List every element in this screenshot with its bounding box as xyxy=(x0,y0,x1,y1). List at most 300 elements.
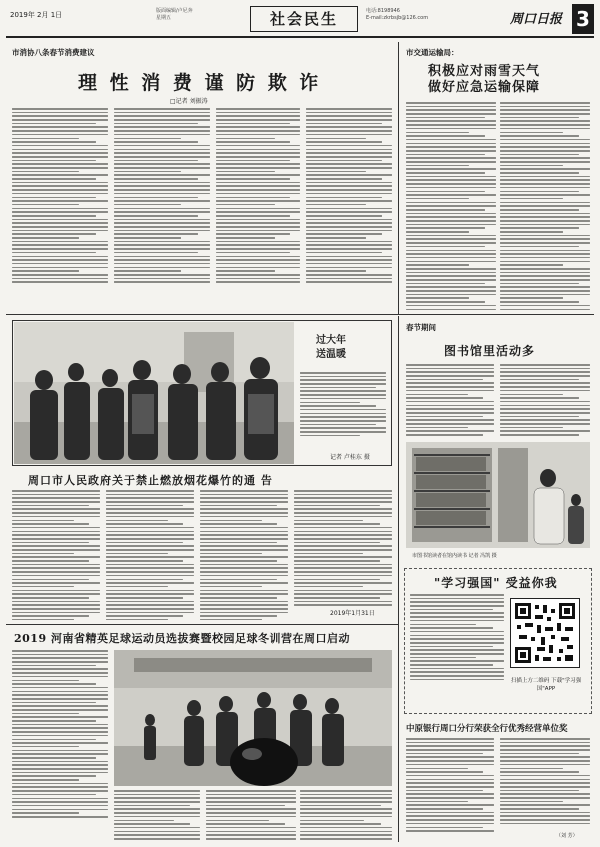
text-line xyxy=(216,274,300,276)
text-line xyxy=(406,231,469,233)
bank-col1 xyxy=(406,738,494,838)
text-line xyxy=(114,248,210,250)
text-line xyxy=(12,571,100,573)
text-line xyxy=(114,204,181,206)
text-line xyxy=(306,141,382,143)
text-line xyxy=(216,160,290,162)
text-line xyxy=(200,579,277,581)
text-line xyxy=(306,171,366,173)
text-line xyxy=(406,143,496,145)
text-line xyxy=(114,259,210,261)
text-line xyxy=(12,222,108,224)
text-line xyxy=(500,120,590,122)
text-line xyxy=(200,593,288,595)
text-line xyxy=(200,582,288,584)
article1-col2 xyxy=(114,108,210,290)
text-line xyxy=(406,109,496,111)
contact-info xyxy=(366,8,428,22)
text-line xyxy=(500,793,590,795)
text-line xyxy=(294,538,392,540)
text-line xyxy=(294,604,392,606)
text-line xyxy=(12,145,108,147)
text-line xyxy=(114,112,210,114)
text-line xyxy=(206,838,296,840)
text-line xyxy=(406,749,494,751)
text-line xyxy=(410,657,476,659)
text-line xyxy=(106,505,183,507)
text-line xyxy=(500,808,579,810)
text-line xyxy=(216,178,290,180)
text-line xyxy=(200,527,288,529)
text-line xyxy=(114,182,210,184)
text-line xyxy=(106,545,194,547)
article2-kicker: 市交通运输局： xyxy=(406,48,459,57)
text-line xyxy=(12,149,108,151)
text-line xyxy=(406,305,496,307)
text-line xyxy=(306,226,392,228)
text-line xyxy=(12,527,100,529)
text-line xyxy=(216,108,300,110)
article2-headline-line1: 积极应对雨雪天气 xyxy=(428,64,541,79)
text-line xyxy=(406,120,496,122)
text-line xyxy=(216,123,290,125)
text-line xyxy=(12,668,108,670)
notice-date: 2019年1月31日 xyxy=(330,610,375,617)
text-line xyxy=(500,764,590,766)
text-line xyxy=(500,187,590,189)
text-line xyxy=(306,219,392,221)
text-line xyxy=(106,608,194,610)
text-line xyxy=(406,412,494,414)
text-line xyxy=(12,204,79,206)
text-line xyxy=(12,597,89,599)
text-line xyxy=(500,165,563,167)
text-line xyxy=(500,753,579,755)
text-line xyxy=(410,598,504,600)
text-line xyxy=(216,252,290,254)
text-line xyxy=(406,797,494,799)
text-line xyxy=(294,490,392,492)
text-line xyxy=(406,808,483,810)
text-line xyxy=(306,204,366,206)
text-line xyxy=(406,150,496,152)
text-line xyxy=(106,527,194,529)
text-line xyxy=(12,219,108,221)
text-line xyxy=(406,257,496,259)
text-line xyxy=(306,193,392,195)
text-line xyxy=(216,193,300,195)
text-line xyxy=(500,782,590,784)
text-line xyxy=(114,812,200,814)
text-line xyxy=(406,397,483,399)
text-line xyxy=(12,497,100,499)
text-line xyxy=(300,405,376,407)
text-line xyxy=(300,413,386,415)
text-line xyxy=(12,757,96,759)
text-line xyxy=(500,797,590,799)
text-line xyxy=(114,197,198,199)
text-line xyxy=(500,257,590,259)
text-line xyxy=(306,156,392,158)
article2-col2 xyxy=(500,102,590,312)
text-line xyxy=(500,198,563,200)
text-line xyxy=(410,671,504,673)
text-line xyxy=(500,771,579,773)
text-line xyxy=(300,838,392,840)
text-line xyxy=(306,115,392,117)
photo1-caption-line2: 送温暖 xyxy=(316,349,346,360)
notice-col2 xyxy=(106,490,194,620)
text-line xyxy=(306,119,392,121)
text-line xyxy=(500,815,590,817)
text-line xyxy=(12,534,100,536)
photo1-caption-line1: 过大年 xyxy=(316,335,346,346)
text-line xyxy=(306,252,382,254)
text-line xyxy=(12,108,108,110)
text-line xyxy=(106,612,194,614)
text-line xyxy=(406,235,496,237)
text-line xyxy=(500,168,590,170)
text-line xyxy=(12,654,108,656)
text-line xyxy=(500,423,590,425)
text-line xyxy=(12,746,79,748)
bank-credit: （刘 芳） xyxy=(556,833,578,839)
text-line xyxy=(300,805,381,807)
text-line xyxy=(294,501,392,503)
text-line xyxy=(306,259,392,261)
text-line xyxy=(306,123,382,125)
text-line xyxy=(106,619,168,620)
text-line xyxy=(114,233,198,235)
text-line xyxy=(200,575,288,577)
text-line xyxy=(294,516,392,518)
text-line xyxy=(206,808,296,810)
xuexi-desc xyxy=(410,594,504,706)
text-line xyxy=(12,698,108,700)
text-line xyxy=(200,553,262,555)
text-line xyxy=(114,171,181,173)
text-line xyxy=(12,230,108,232)
text-line xyxy=(12,542,89,544)
text-line xyxy=(306,112,392,114)
text-line xyxy=(406,804,494,806)
text-line xyxy=(500,386,590,388)
text-line xyxy=(206,823,285,825)
text-line xyxy=(200,538,288,540)
text-line xyxy=(12,174,108,176)
text-line xyxy=(216,215,290,217)
text-line xyxy=(114,185,210,187)
text-line xyxy=(216,130,300,132)
text-line xyxy=(216,241,300,243)
text-line xyxy=(106,512,194,514)
text-line xyxy=(106,560,183,562)
text-line xyxy=(500,390,590,392)
text-line xyxy=(300,808,392,810)
text-line xyxy=(12,586,74,588)
text-line xyxy=(294,593,392,595)
text-line xyxy=(206,790,296,792)
text-line xyxy=(306,189,392,191)
text-line xyxy=(406,416,483,418)
photo1-desc xyxy=(300,372,386,442)
text-line xyxy=(406,102,496,104)
text-line xyxy=(500,154,579,156)
text-line xyxy=(500,379,579,381)
text-line xyxy=(500,775,590,777)
text-line xyxy=(200,516,288,518)
text-line xyxy=(500,202,590,204)
text-line xyxy=(216,134,300,136)
text-line xyxy=(306,248,392,250)
text-line xyxy=(294,534,392,536)
text-line xyxy=(12,263,108,265)
text-line xyxy=(306,182,392,184)
text-line xyxy=(406,268,496,270)
text-line xyxy=(12,816,108,818)
article2-headline-line2: 做好应急运输保障 xyxy=(428,80,541,95)
text-line xyxy=(500,143,590,145)
text-line xyxy=(216,281,300,283)
text-line xyxy=(500,261,590,263)
text-line xyxy=(294,527,392,529)
text-line xyxy=(406,275,496,277)
text-line xyxy=(500,419,590,421)
text-line xyxy=(406,183,496,185)
text-line xyxy=(12,141,96,143)
text-line xyxy=(294,549,392,551)
text-line xyxy=(500,819,590,821)
text-line xyxy=(12,244,108,246)
text-line xyxy=(114,834,200,836)
text-line xyxy=(106,501,194,503)
text-line xyxy=(114,808,200,810)
text-line xyxy=(206,827,296,829)
text-line xyxy=(12,805,108,807)
text-line xyxy=(12,727,108,729)
text-line xyxy=(12,716,108,718)
text-line xyxy=(294,590,392,592)
text-line xyxy=(500,434,579,436)
text-line xyxy=(114,263,210,265)
text-line xyxy=(114,167,210,169)
text-line xyxy=(106,556,194,558)
text-line xyxy=(12,270,79,272)
text-line xyxy=(106,593,194,595)
qr-code-icon[interactable] xyxy=(510,598,580,668)
spring-col2 xyxy=(500,364,590,440)
text-line xyxy=(106,497,194,499)
text-line xyxy=(12,538,100,540)
text-line xyxy=(200,556,288,558)
text-line xyxy=(406,279,496,281)
text-line xyxy=(114,281,210,283)
text-line xyxy=(12,160,96,162)
text-line xyxy=(216,112,300,114)
text-line xyxy=(12,211,108,213)
text-line xyxy=(12,545,100,547)
section-title: 社会民生 xyxy=(250,6,358,32)
text-line xyxy=(106,586,168,588)
text-line xyxy=(500,227,579,229)
text-line xyxy=(106,601,194,603)
text-line xyxy=(106,516,194,518)
text-line xyxy=(216,149,300,151)
text-line xyxy=(500,135,579,137)
text-line xyxy=(12,687,108,689)
text-line xyxy=(114,126,210,128)
text-line xyxy=(12,112,108,114)
text-line xyxy=(294,497,392,499)
text-line xyxy=(216,197,290,199)
text-line xyxy=(12,739,96,741)
text-line xyxy=(200,505,277,507)
text-line xyxy=(306,149,392,151)
text-line xyxy=(500,117,579,119)
text-line xyxy=(406,830,494,832)
text-line xyxy=(500,305,590,307)
text-line xyxy=(200,531,288,533)
text-line xyxy=(500,183,590,185)
text-line xyxy=(300,394,386,396)
text-line xyxy=(216,126,300,128)
text-line xyxy=(106,553,168,555)
bank-col2 xyxy=(500,738,590,830)
text-line xyxy=(300,387,376,389)
text-line xyxy=(216,211,300,213)
text-line xyxy=(406,819,494,821)
editor-info xyxy=(156,8,193,22)
text-line xyxy=(500,250,590,252)
text-line xyxy=(406,191,485,193)
text-line xyxy=(12,193,108,195)
text-line xyxy=(406,161,496,163)
text-line xyxy=(114,211,210,213)
text-line xyxy=(12,612,100,614)
text-line xyxy=(500,745,590,747)
text-line xyxy=(406,179,496,181)
text-line xyxy=(406,430,494,432)
text-line xyxy=(406,827,483,829)
text-line xyxy=(406,154,485,156)
text-line xyxy=(12,772,108,774)
text-line xyxy=(306,200,392,202)
text-line xyxy=(406,246,485,248)
text-line xyxy=(406,375,494,377)
text-line xyxy=(406,753,483,755)
text-line xyxy=(114,189,210,191)
text-line xyxy=(200,545,288,547)
text-line xyxy=(12,156,108,158)
text-line xyxy=(114,200,210,202)
text-line xyxy=(294,512,392,514)
text-line xyxy=(12,200,108,202)
text-line xyxy=(12,735,108,737)
text-line xyxy=(216,156,300,158)
text-line xyxy=(406,419,494,421)
text-line xyxy=(106,567,194,569)
text-line xyxy=(12,152,108,154)
text-line xyxy=(406,756,494,758)
text-line xyxy=(12,779,79,781)
text-line xyxy=(500,786,590,788)
text-line xyxy=(406,224,496,226)
text-line xyxy=(500,176,590,178)
text-line xyxy=(500,235,590,237)
text-line xyxy=(500,394,563,396)
text-line xyxy=(406,768,468,770)
text-line xyxy=(12,233,96,235)
text-line xyxy=(500,238,590,240)
text-line xyxy=(500,139,590,141)
text-line xyxy=(500,224,590,226)
text-line xyxy=(12,123,96,125)
text-line xyxy=(114,827,200,829)
text-line xyxy=(306,222,392,224)
text-line xyxy=(294,545,392,547)
text-line xyxy=(294,601,392,603)
text-line xyxy=(200,586,262,588)
text-line xyxy=(294,520,363,522)
text-line xyxy=(12,274,108,276)
text-line xyxy=(206,820,269,822)
text-line xyxy=(300,801,392,803)
text-line xyxy=(300,402,360,404)
text-line xyxy=(500,264,563,266)
text-line xyxy=(114,123,198,125)
text-line xyxy=(216,208,300,210)
text-line xyxy=(114,823,190,825)
text-line xyxy=(300,424,376,426)
weekday: 星期五 xyxy=(156,15,172,21)
text-line xyxy=(406,745,494,747)
text-line xyxy=(12,590,100,592)
text-line xyxy=(12,267,108,269)
text-line xyxy=(500,150,590,152)
text-line xyxy=(106,575,194,577)
text-line xyxy=(12,494,100,496)
text-line xyxy=(300,409,386,411)
text-line xyxy=(406,738,494,740)
text-line xyxy=(216,244,300,246)
text-line xyxy=(12,256,108,258)
text-line xyxy=(500,297,563,299)
text-line xyxy=(410,664,493,666)
text-line xyxy=(294,586,363,588)
text-line xyxy=(410,616,504,618)
text-line xyxy=(500,427,563,429)
text-line xyxy=(300,372,386,374)
text-line xyxy=(406,250,496,252)
text-line xyxy=(500,416,579,418)
text-line xyxy=(500,823,590,825)
text-line xyxy=(216,141,290,143)
text-line xyxy=(12,182,108,184)
text-line xyxy=(500,213,590,215)
text-line xyxy=(12,702,96,704)
text-line xyxy=(114,816,200,818)
text-line xyxy=(300,790,392,792)
text-line xyxy=(300,816,392,818)
text-line xyxy=(406,253,496,255)
text-line xyxy=(294,531,392,533)
text-line xyxy=(406,194,496,196)
text-line xyxy=(294,575,392,577)
text-line xyxy=(12,615,89,617)
text-line xyxy=(406,423,494,425)
text-line xyxy=(500,779,590,781)
text-line xyxy=(294,571,392,573)
